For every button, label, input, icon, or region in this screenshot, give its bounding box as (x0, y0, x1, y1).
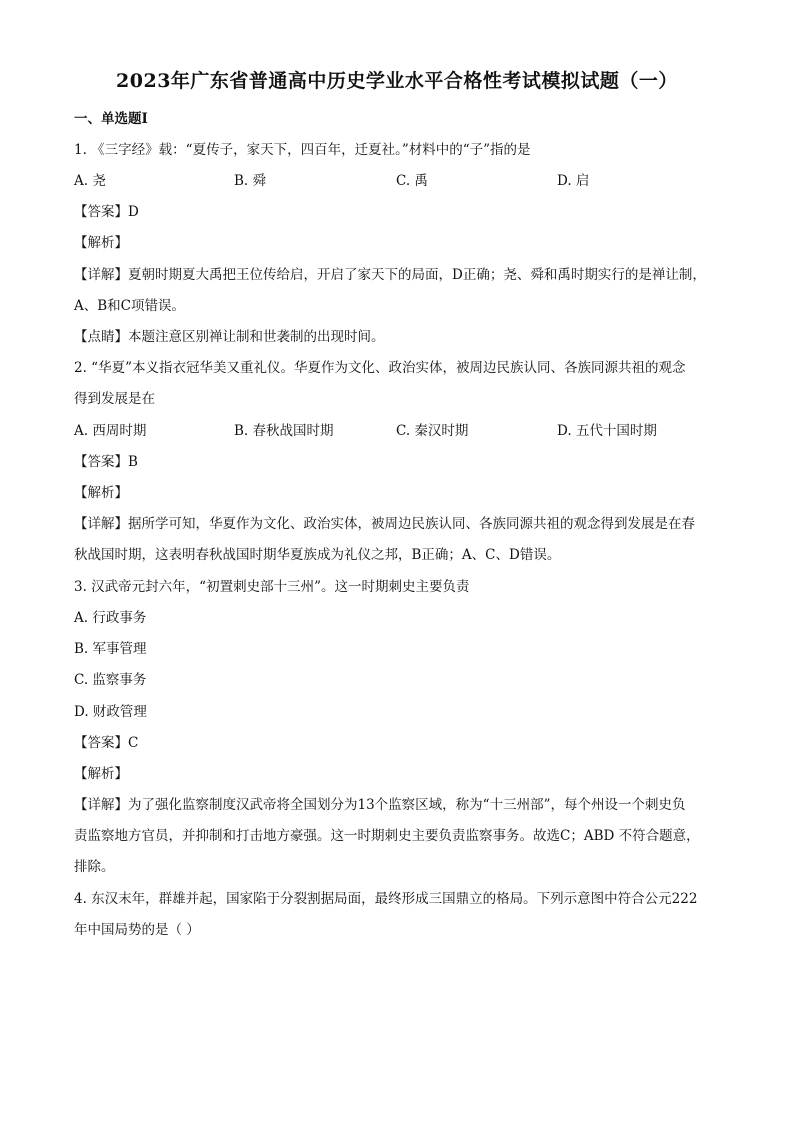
q3-option-a: A. 行政事务 (74, 610, 147, 626)
q2-detail-line: 秋战国时期，这表明春秋战国时期华夏族成为礼仪之邦，B正确；A、C、D错误。 (74, 547, 561, 563)
q3-analysis-label: 【解析】 (74, 766, 128, 782)
q1-option-c: C. 禹 (396, 173, 428, 189)
q2-analysis-label: 【解析】 (74, 485, 128, 501)
q3-answer: 【答案】C (74, 735, 139, 751)
q4-stem-line: 4. 东汉末年，群雄并起，国家陷于分裂割据局面，最终形成三国鼎立的格局。下列示意图中符合公元222 (74, 891, 698, 907)
q1-tip: 【点睛】本题注意区别禅让制和世袭制的出现时间。 (74, 329, 385, 345)
q1-stem: 1. 《三字经》载：“夏传子，家天下，四百年，迁夏社。”材料中的“子”指的是 (74, 142, 531, 158)
q2-option-b: B. 春秋战国时期 (234, 423, 334, 439)
q3-option-c: C. 监察事务 (74, 672, 147, 688)
q3-option-d: D. 财政管理 (74, 704, 147, 720)
q1-answer: 【答案】D (74, 204, 139, 220)
q3-detail-line: 【详解】为了强化监察制度汉武帝将全国划分为13个监察区域，称为“十三州部”，每个州设一个刺史负 (74, 797, 686, 813)
q1-option-b: B. 舜 (234, 173, 267, 189)
q2-option-d: D. 五代十国时期 (557, 423, 657, 439)
q3-option-b: B. 军事管理 (74, 641, 147, 657)
q2-option-c: C. 秦汉时期 (396, 423, 469, 439)
q1-detail-line: 【详解】夏朝时期夏大禹把王位传给启，开启了家天下的局面，D正确；尧、舜和禹时期实行的是禅让制， (74, 267, 706, 283)
q2-answer: 【答案】B (74, 454, 138, 470)
q2-stem-line: 得到发展是在 (74, 391, 155, 407)
q3-detail-line: 排除。 (74, 859, 115, 875)
q2-stem-line: 2. “华夏”本义指衣冠华美又重礼仪。华夏作为文化、政治实体，被周边民族认同、各族同源共祖的观念 (74, 360, 686, 376)
q2-option-a: A. 西周时期 (74, 423, 147, 439)
q1-detail-line: A、B和C项错误。 (74, 298, 185, 314)
q1-analysis-label: 【解析】 (74, 235, 128, 251)
q2-detail-line: 【详解】据所学可知，华夏作为文化、政治实体，被周边民族认同、各族同源共祖的观念得到发展是在春 (74, 516, 695, 532)
q1-option-a: A. 尧 (74, 173, 106, 189)
q1-option-d: D. 启 (557, 173, 590, 189)
q4-stem-line: 年中国局势的是（ ） (74, 922, 200, 938)
section-heading: 一、单选题Ⅰ (74, 111, 148, 127)
q3-stem: 3. 汉武帝元封六年，“初置刺史部十三州”。这一时期刺史主要负责 (74, 579, 470, 595)
q3-detail-line: 责监察地方官员，并抑制和打击地方豪强。这一时期刺史主要负责监察事务。故选C；ABD 不符合题意， (74, 828, 700, 844)
page-title: 2023年广东省普通高中历史学业水平合格性考试模拟试题（一） (116, 70, 678, 92)
